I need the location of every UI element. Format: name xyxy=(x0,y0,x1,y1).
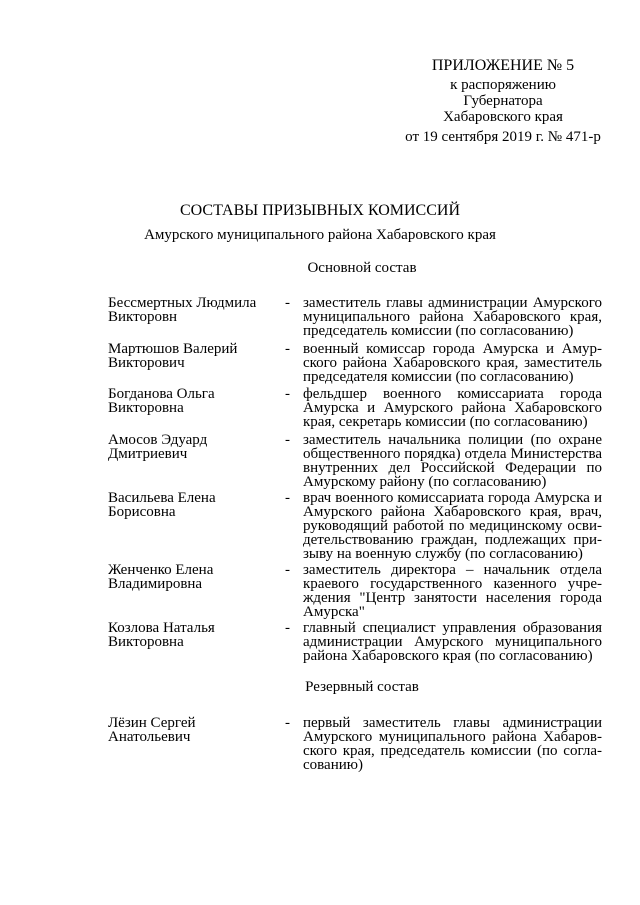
member-name xyxy=(108,296,283,324)
dash-separator: - xyxy=(285,295,290,311)
member-role: заместитель директора – начальник отдела краевого государственного казенного учреждения "Центр занятости населения города Амурска" xyxy=(303,562,602,620)
member-surname-first-name: Женченко Елена xyxy=(108,562,214,578)
annex-line-1: к распоряжению xyxy=(450,77,556,93)
member-surname-first-name: Богданова Ольга xyxy=(108,386,215,402)
member-patronymic: Викторовна xyxy=(108,634,184,650)
member-name xyxy=(108,387,283,415)
member-patronymic: Владимировна xyxy=(108,576,203,592)
member-surname-first-name: Лёзин Сергей xyxy=(108,715,196,731)
dash-separator: - xyxy=(285,386,290,402)
member-name xyxy=(108,716,283,744)
member-patronymic: Дмитриевич xyxy=(108,446,188,462)
annex-title: ПРИЛОЖЕНИЕ № 5 xyxy=(431,57,575,74)
dash-separator: - xyxy=(285,432,290,448)
member-surname-first-name: Бессмертных Людмила xyxy=(108,295,257,311)
member-patronymic: Анатольевич xyxy=(108,729,191,745)
member-role: первый заместитель главы администрации Амурского муниципального района Хабаровского края, председатель комиссии (по согласованию) xyxy=(303,715,602,773)
member-patronymic: Викторовн xyxy=(108,309,178,325)
member-role: военный комиссар города Амурска и Амурского района Хабаровского края, заместитель председателя комиссии (по согласованию) xyxy=(303,341,602,385)
annex-line-3: Хабаровского края xyxy=(443,109,563,125)
member-name xyxy=(108,563,283,591)
document-subtitle: Амурского муниципального района Хабаровского края xyxy=(144,227,496,243)
annex-line-2: Губернатора xyxy=(463,93,543,109)
member-role: заместитель начальника полиции (по охране общественного порядка) отдела Министерства внутренних дел Российской Федерации по Амурскому району (по согласованию) xyxy=(303,432,602,490)
member-name xyxy=(108,433,283,461)
annex-date: от 19 сентября 2019 г. № 471-р xyxy=(405,129,601,145)
dash-separator: - xyxy=(285,620,290,636)
member-surname-first-name: Мартюшов Валерий xyxy=(108,341,238,357)
main-section-heading: Основной состав xyxy=(307,260,417,276)
dash-separator: - xyxy=(285,715,290,731)
member-surname-first-name: Васильева Елена xyxy=(108,490,216,506)
member-name xyxy=(108,491,283,519)
member-patronymic: Борисовна xyxy=(108,504,176,520)
dash-separator: - xyxy=(285,562,290,578)
member-role: заместитель главы администрации Амурского муниципального района Хабаровского края, председатель комиссии (по согласованию) xyxy=(303,295,602,339)
member-surname-first-name: Козлова Наталья xyxy=(108,620,215,636)
dash-separator: - xyxy=(285,341,290,357)
member-patronymic: Викторовна xyxy=(108,400,184,416)
dash-separator: - xyxy=(285,490,290,506)
document-title: СОСТАВЫ ПРИЗЫВНЫХ КОМИССИЙ xyxy=(179,202,461,219)
member-role: главный специалист управления образования администрации Амурского муниципального района Хабаровского края (по согласованию) xyxy=(303,620,602,664)
annex-block xyxy=(398,58,608,145)
member-name xyxy=(108,621,283,649)
member-role: фельдшер военного комиссариата города Амурска и Амурского района Хабаровского края, секретарь комиссии (по согласованию) xyxy=(303,386,602,430)
member-surname-first-name: Амосов Эдуард xyxy=(108,432,208,448)
member-patronymic: Викторович xyxy=(108,355,185,371)
member-role: врач военного комиссариата города Амурска и Амурского района Хабаровского края, врач, руководящий работой по медицинскому освидетельствованию граждан, подлежащих призыву на военную службу (по согласованию) xyxy=(303,490,602,562)
member-name xyxy=(108,342,283,370)
reserve-section-heading: Резервный состав xyxy=(305,679,419,695)
